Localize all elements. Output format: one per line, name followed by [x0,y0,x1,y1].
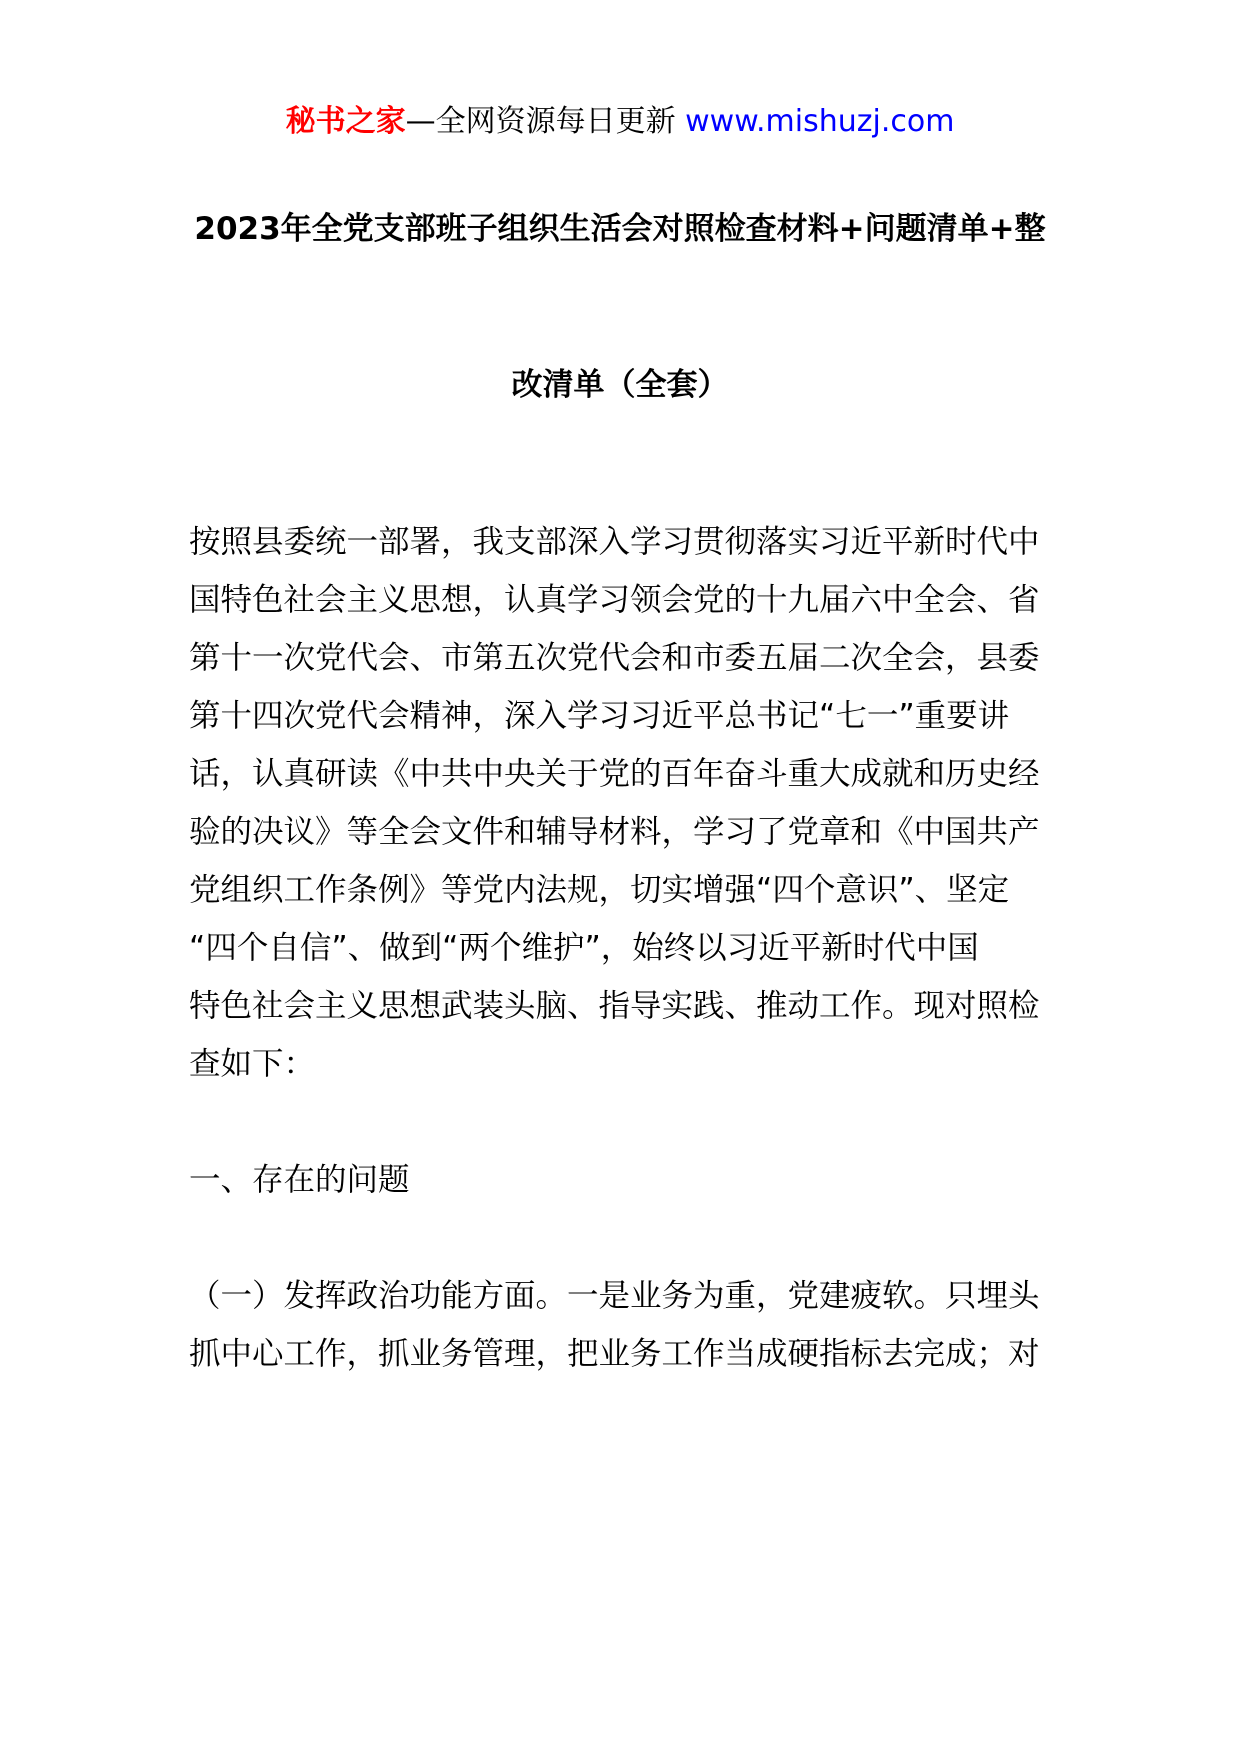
intro-line-6: 验的决议》等全会文件和辅导材料，学习了党章和《中国共产 [189,814,1040,850]
intro-line-5: 话，认真研读《中共中央关于党的百年奋斗重大成就和历史经 [189,756,1040,792]
section-line-2: 抓中心工作，抓业务管理，把业务工作当成硬指标去完成；对 [189,1336,1040,1372]
document-title-line-2: 改清单（全套） [511,367,729,403]
intro-line-10: 查如下： [189,1046,316,1082]
site-header [0,100,1240,144]
intro-line-9: 特色社会主义思想武装头脑、指导实践、推动工作。现对照检 [189,988,1040,1024]
site-url-link[interactable]: www.mishuzj.com [685,104,955,139]
intro-line-3: 第十一次党代会、市第五次党代会和市委五届二次全会，县委 [189,640,1040,676]
intro-line-1: 按照县委统一部署，我支部深入学习贯彻落实习近平新时代中 [189,524,1040,560]
intro-line-2: 国特色社会主义思想，认真学习领会党的十九届六中全会、省 [189,582,1040,618]
intro-line-7: 党组织工作条例》等党内法规，切实增强“四个意识”、坚定 [189,872,1010,908]
site-slogan: —全网资源每日更新 [405,104,686,139]
section-heading: 一、存在的问题 [189,1162,410,1198]
intro-line-8: “四个自信”、做到“两个维护”，始终以习近平新时代中国 [189,930,979,966]
site-brand: 秘书之家 [285,104,406,139]
section-line-1: （一）发挥政治功能方面。一是业务为重，党建疲软。只埋头 [189,1278,1040,1314]
intro-line-4: 第十四次党代会精神，深入学习习近平总书记“七一”重要讲 [189,698,1010,734]
document-title-line-1: 2023年全党支部班子组织生活会对照检查材料+问题清单+整 [194,211,1046,247]
